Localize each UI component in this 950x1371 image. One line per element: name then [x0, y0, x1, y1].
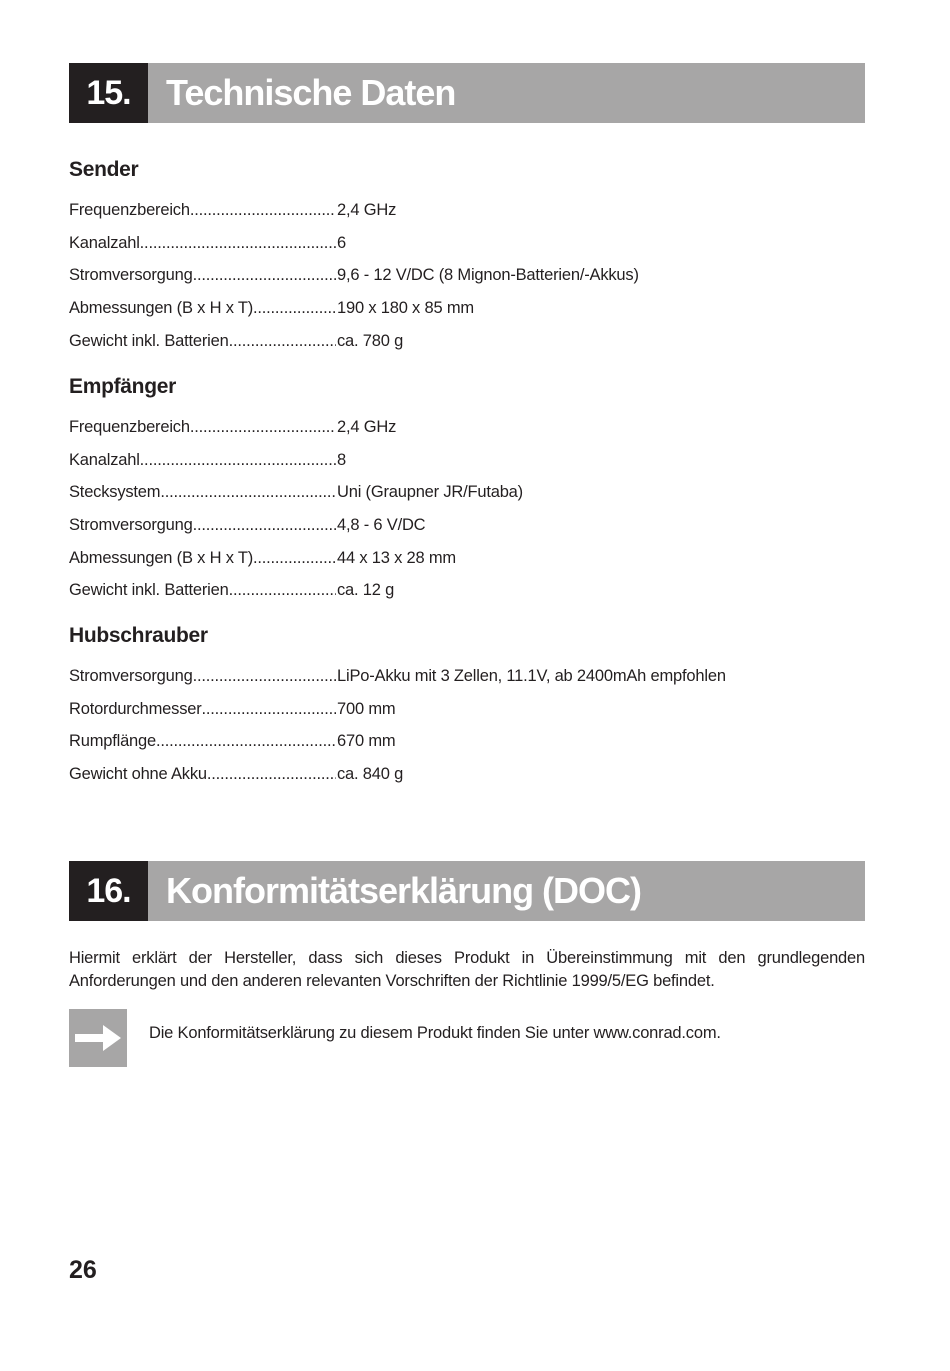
spec-value: ca. 780 g: [337, 331, 404, 350]
spec-value: 9,6 - 12 V/DC (8 Mignon-Batterien/-Akkus): [337, 266, 639, 285]
section-number: 15.: [69, 63, 148, 123]
dot-leader: [207, 765, 336, 784]
spec-label: Stromversorgung: [69, 666, 193, 685]
spec-row: [69, 194, 869, 227]
spec-row: [69, 574, 869, 607]
spec-row: [69, 227, 869, 260]
dot-leader: [229, 332, 336, 351]
spec-row: [69, 292, 869, 325]
spec-value: 700 mm: [337, 699, 396, 718]
spec-row: [69, 325, 869, 358]
spec-list-empfaenger: [69, 411, 869, 607]
spec-row: [69, 411, 869, 444]
spec-label: Abmessungen (B x H x T): [69, 548, 253, 567]
dot-leader: [253, 299, 336, 318]
spec-row: [69, 444, 869, 477]
spec-label: Abmessungen (B x H x T): [69, 298, 253, 317]
arrow-right-icon: [75, 1024, 121, 1052]
subheading-empfaenger: Empfänger: [69, 375, 176, 398]
section-header-technische-daten: [69, 63, 865, 123]
spec-list-hubschrauber: [69, 660, 869, 791]
dot-leader: [160, 483, 336, 502]
spec-label: Gewicht ohne Akku: [69, 764, 207, 783]
spec-row: [69, 542, 869, 575]
spec-value: 6: [337, 233, 346, 252]
spec-value: 2,4 GHz: [337, 200, 397, 219]
spec-value: 190 x 180 x 85 mm: [337, 298, 474, 317]
spec-label: Gewicht inkl. Batterien: [69, 581, 229, 600]
dot-leader: [193, 516, 336, 535]
doc-paragraph: Hiermit erklärt der Hersteller, dass sich dieses Produkt in Übereinstimmung mit den grundlegenden Anforderungen und den anderen relevanten Vorschriften der Richtlinie 1999/5/EG befindet.: [69, 949, 865, 990]
spec-value: 670 mm: [337, 732, 396, 751]
dot-leader: [193, 667, 336, 686]
spec-row: [69, 509, 869, 542]
spec-label: Gewicht inkl. Batterien: [69, 331, 229, 350]
spec-value: 44 x 13 x 28 mm: [337, 548, 456, 567]
spec-label: Frequenzbereich: [69, 200, 190, 219]
section-title: Technische Daten: [166, 72, 456, 113]
dot-leader: [190, 418, 336, 437]
spec-list-sender: [69, 194, 869, 357]
section-header-konformitaetserklaerung: [69, 861, 865, 921]
dot-leader: [140, 234, 336, 253]
spec-row: [69, 758, 869, 791]
dot-leader: [202, 700, 336, 719]
note-box: [69, 1009, 127, 1067]
spec-value: LiPo-Akku mit 3 Zellen, 11.1V, ab 2400mAh empfohlen: [337, 666, 726, 685]
dot-leader: [229, 581, 336, 600]
dot-leader: [193, 266, 336, 285]
dot-leader: [140, 451, 336, 470]
spec-row: [69, 476, 869, 509]
spec-label: Stecksystem: [69, 483, 161, 502]
section-number: 16.: [69, 861, 148, 921]
spec-value: ca. 840 g: [337, 764, 404, 783]
spec-row: [69, 693, 869, 726]
subheading-hubschrauber: Hubschrauber: [69, 624, 208, 647]
spec-value: ca. 12 g: [337, 581, 395, 600]
spec-label: Frequenzbereich: [69, 417, 190, 436]
dot-leader: [190, 201, 336, 220]
subheading-sender: Sender: [69, 158, 139, 181]
spec-label: Rumpflänge: [69, 732, 156, 751]
spec-label: Kanalzahl: [69, 233, 140, 252]
spec-value: 4,8 - 6 V/DC: [337, 515, 426, 534]
note-text: Die Konformitätserklärung zu diesem Produkt finden Sie unter www.conrad.com.: [149, 1024, 721, 1042]
spec-row: [69, 660, 869, 693]
section-title: Konformitätserklärung (DOC): [166, 870, 642, 911]
spec-label: Kanalzahl: [69, 450, 140, 469]
page-number: 26: [69, 1256, 97, 1284]
spec-label: Stromversorgung: [69, 515, 193, 534]
spec-value: 8: [337, 450, 346, 469]
spec-value: Uni (Graupner JR/Futaba): [337, 483, 523, 502]
dot-leader: [253, 549, 336, 568]
spec-row: [69, 725, 869, 758]
spec-value: 2,4 GHz: [337, 417, 397, 436]
dot-leader: [156, 732, 336, 751]
spec-label: Stromversorgung: [69, 266, 193, 285]
spec-row: [69, 259, 869, 292]
spec-label: Rotordurchmesser: [69, 699, 202, 718]
